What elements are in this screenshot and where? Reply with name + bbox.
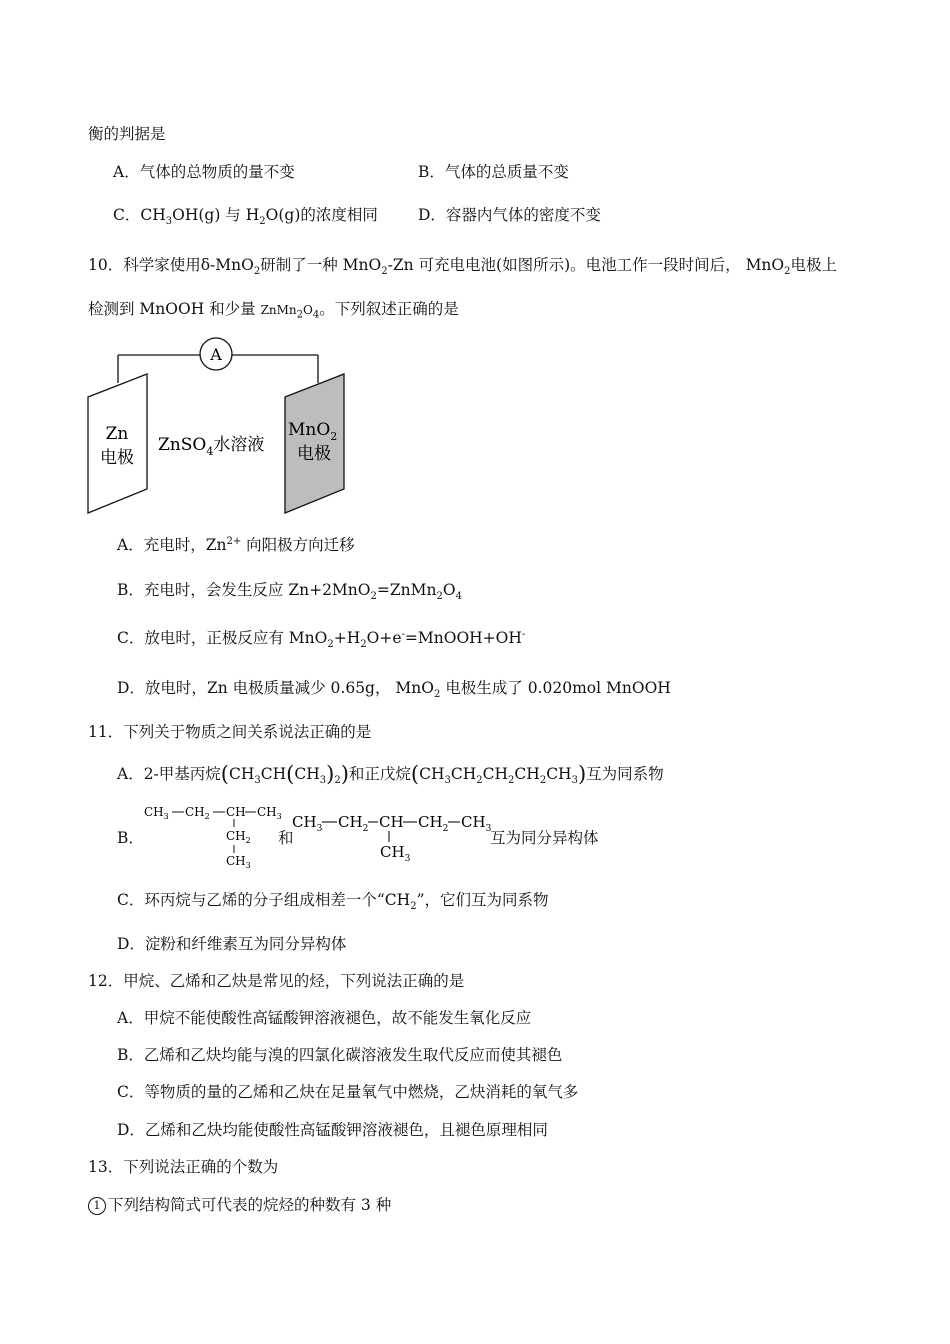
q10-option-b: B．充电时，会发生反应 $Zn+2MnO_2=ZnMn_2O_4$ (117, 581, 462, 603)
q9-stem-tail: 衡的判据是 (88, 125, 166, 143)
svg-text:CH2: $CH_2$ (185, 805, 210, 821)
q9-option-d: D．容器内气体的密度不变 (418, 206, 601, 224)
q11-stem: 11．下列关于物质之间关系说法正确的是 (88, 723, 372, 741)
q12-stem: 12．甲烷、乙烯和乙炔是常见的烃，下列说法正确的是 (88, 972, 465, 990)
q9-option-c: C．$CH_3OH(g)$ 与 $H_2O(g)$的浓度相同 (113, 206, 378, 228)
svg-text:CH2: $CH_2$ (418, 813, 449, 834)
q10-option-a: A．充电时，$Zn^{2+}$ 向阳极方向迁移 (117, 535, 355, 554)
q9-option-a: A．气体的总物质的量不变 (113, 163, 295, 181)
zinc-electrode-label-2: 电极 (100, 448, 134, 468)
svg-text:CH3: $CH_3$ (257, 805, 282, 821)
q10-option-c: C．放电时，正极反应有 $MnO_2+H_2O+e^-=MnOOH+OH^-$ (117, 628, 526, 651)
q12-option-d: D．乙烯和乙炔均能使酸性高锰酸钾溶液褪色，且褪色原理相同 (117, 1121, 548, 1139)
q12-option-a: A．甲烷不能使酸性高锰酸钾溶液褪色，故不能发生氧化反应 (117, 1009, 532, 1027)
svg-text:CH3: $CH_3$ (380, 843, 411, 864)
ammeter-label: A (210, 345, 222, 364)
mno2-electrode-label-2: 电极 (297, 444, 331, 464)
q13-item-1: 1 下列结构简式可代表的烷烃的种数有 3 种 (88, 1195, 391, 1215)
q11-option-d: D．淀粉和纤维素互为同分异构体 (117, 935, 347, 953)
svg-text:CH3: $CH_3$ (226, 854, 251, 870)
q10-stem-line1: 10．科学家使用δ-MnO$_2$研制了一种 MnO$_2$-Zn 可充电电池(如图所示)。电池工作一段时间后， MnO$_2$电极上 (88, 256, 838, 278)
q9-option-b: B．气体的总质量不变 (418, 163, 569, 181)
q13-stem: 13．下列说法正确的个数为 (88, 1158, 279, 1176)
q10-stem-line2: 检测到 MnOOH 和少量 $ZnMn_2O_4$。下列叙述正确的是 (88, 300, 459, 321)
circled-number-1: 1 (88, 1197, 106, 1215)
q12-option-c: C．等物质的量的乙烯和乙炔在足量氧气中燃烧，乙炔消耗的氧气多 (117, 1083, 579, 1101)
svg-text:CH: CH (379, 813, 404, 831)
svg-text:CH2: $CH_2$ (338, 813, 369, 834)
structure-3-methylpentane (292, 806, 492, 866)
q11-option-b-and: 和 (278, 829, 294, 847)
q11-option-c: C．环丙烷与乙烯的分子组成相差一个“$CH_2$”，它们互为同系物 (117, 891, 549, 913)
svg-text:CH3: $CH_3$ (461, 813, 492, 834)
q10-option-d: D．放电时，Zn 电极质量减少 0.65g， MnO$_2$ 电极生成了 0.020mol MnOOH (117, 679, 671, 701)
q11-option-b-tail: 互为同分异构体 (490, 829, 599, 847)
mno2-electrode-label-1: MnO$_2$ (288, 420, 338, 443)
q11-option-b-label: B． (117, 829, 144, 847)
svg-text:CH2: $CH_2$ (226, 829, 251, 845)
svg-text:CH3: $CH_3$ (292, 813, 323, 834)
q12-option-b: B．乙烯和乙炔均能与溴的四氯化碳溶液发生取代反应而使其褪色 (117, 1046, 563, 1064)
battery-diagram (80, 335, 370, 520)
q11-option-a: A．2-甲基丙烷$(CH_3CH(CH_3)_2)$和正戊烷$(CH_3CH_2CH_2CH_2CH_3)$互为同系物 (117, 762, 664, 787)
svg-text:CH: CH (226, 805, 246, 819)
svg-text:CH3: $CH_3$ (144, 805, 169, 821)
solution-label: ZnSO$_4$水溶液 (158, 435, 265, 458)
structure-2-methylbutane (142, 800, 282, 870)
zinc-electrode-label-1: Zn (105, 424, 129, 444)
